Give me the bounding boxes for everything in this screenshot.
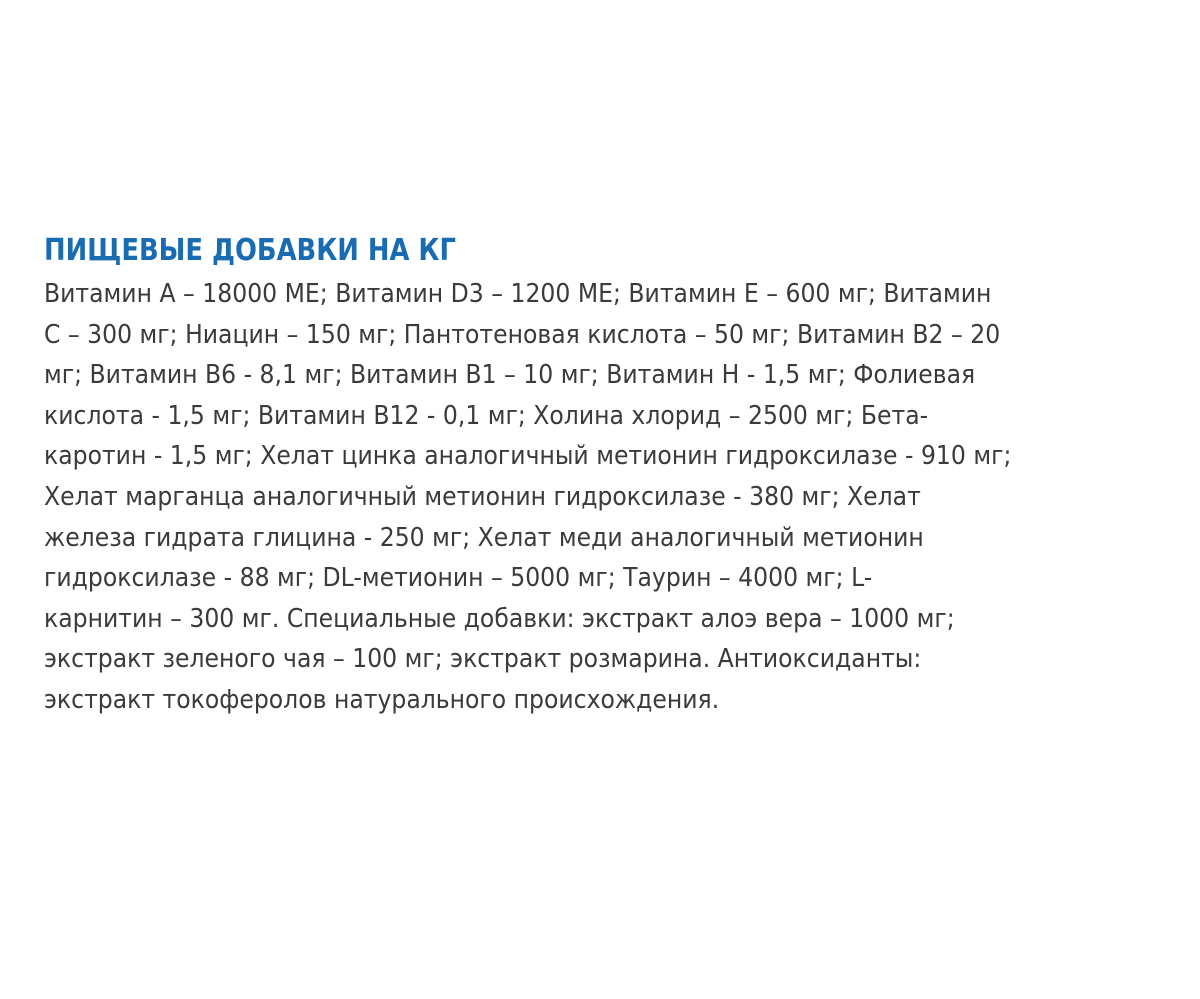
paragraph-line: гидроксилазе - 88 мг; DL-метионин – 5000 мг; Таурин – 4000 мг; L- xyxy=(44,563,873,594)
paragraph-line: Хелат марганца аналогичный метионин гидроксилазе - 380 мг; Хелат xyxy=(44,481,921,512)
paragraph-line: экстракт токоферолов натурального происхождения. xyxy=(44,684,720,715)
paragraph-line: карнитин – 300 мг. Специальные добавки: экстракт алоэ вера – 1000 мг; xyxy=(44,603,955,634)
paragraph-line: экстракт зеленого чая – 100 мг; экстракт розмарина. Антиоксиданты: xyxy=(44,644,922,675)
paragraph-line: С – 300 мг; Ниацин – 150 мг; Пантотеновая кислота – 50 мг; Витамин В2 – 20 xyxy=(44,319,1001,350)
supplements-section xyxy=(44,230,1174,721)
paragraph-line: мг; Витамин В6 - 8,1 мг; Витамин В1 – 10 мг; Витамин Н - 1,5 мг; Фолиевая xyxy=(44,360,976,391)
paragraph-line: каротин - 1,5 мг; Хелат цинка аналогичный метионин гидроксилазе - 910 мг; xyxy=(44,441,1012,472)
supplements-paragraph xyxy=(44,274,1174,721)
section-heading: ПИЩЕВЫЕ ДОБАВКИ НА КГ xyxy=(44,233,456,268)
paragraph-line: железа гидрата глицина - 250 мг; Хелат меди аналогичный метионин xyxy=(44,522,924,553)
paragraph-line: кислота - 1,5 мг; Витамин В12 - 0,1 мг; Холина хлорид – 2500 мг; Бета- xyxy=(44,400,929,431)
paragraph-line: Витамин А – 18000 МЕ; Витамин D3 – 1200 МЕ; Витамин Е – 600 мг; Витамин xyxy=(44,279,992,309)
